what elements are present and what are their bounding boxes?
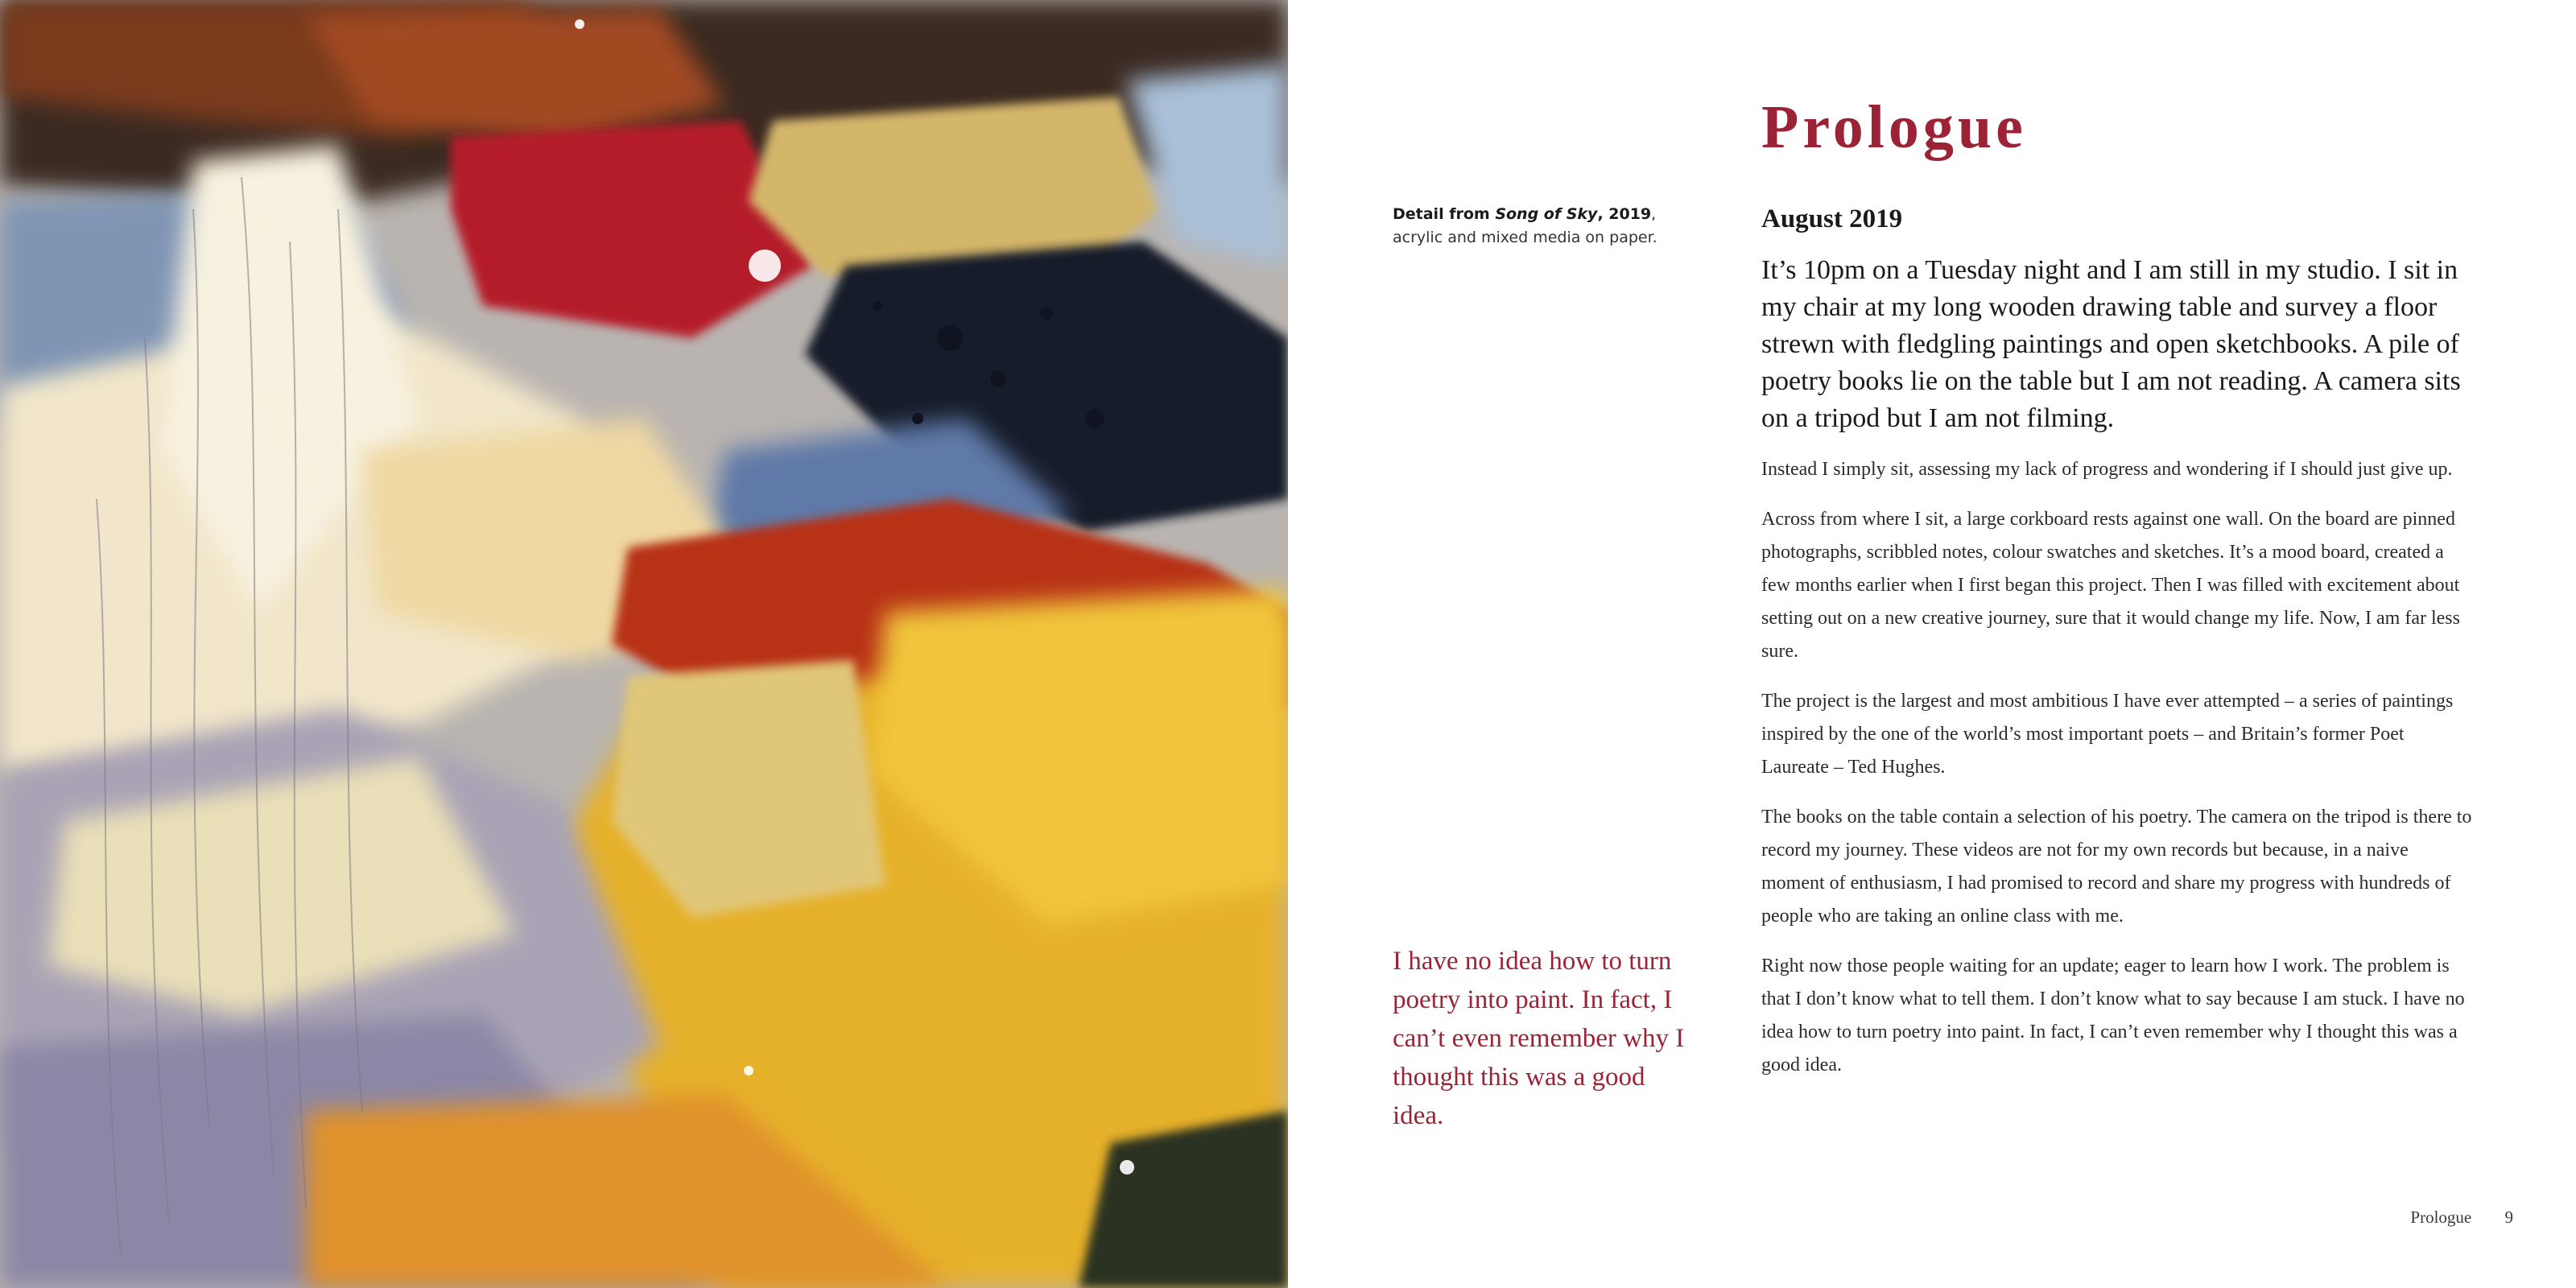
caption-artwork-title: Song of Sky <box>1495 205 1598 223</box>
caption-medium: acrylic and mixed media on paper. <box>1393 229 1657 246</box>
lead-paragraph: It’s 10pm on a Tuesday night and I am still in my studio. I sit in my chair at my long wooden drawing table and survey a floor strewn with fledgling paintings and open sketchbooks. A pile of poetry books lie on the table but I am not reading. A camera sits on a tripod but I am not filming. <box>1761 255 2461 433</box>
chapter-title: Prologue <box>1761 93 2027 161</box>
caption-prefix: Detail from <box>1393 205 1496 223</box>
body-paragraph: The books on the table contain a selection of his poetry. The camera on the tripod is there to record my journey. These videos are not for my own records but because, in a naive moment of enthusiasm, I had promised to record and share my progress with hundreds of people who are taking an online class with me. <box>1761 807 2472 927</box>
body-paragraph: Right now those people waiting for an update; eager to learn how I work. The problem is that I don’t know what to tell them. I don’t know what to say because I am stuck. I have no idea how to turn poetry into paint. In fact, I can’t even remember why I thought this was a good idea. <box>1761 956 2465 1075</box>
body-paragraph: Instead I simply sit, assessing my lack of progress and wondering if I should just give up. <box>1761 459 2453 480</box>
image-caption <box>1393 203 1666 250</box>
chapter-body <box>1761 252 2473 1099</box>
page-footer <box>2410 1208 2513 1228</box>
body-paragraph: Across from where I sit, a large corkboard rests against one wall. On the board are pinned photographs, scribbled notes, colour swatches and sketches. It’s a mood board, created a few months earlier when I first began this project. Then I was filled with excitement about setting out on a new creative journey, sure that it would change my life. Now, I am far less sure. <box>1761 509 2460 662</box>
caption-suffix: , <box>1651 205 1657 223</box>
pull-quote: I have no idea how to turn poetry into paint. In fact, I can’t even remember why I thought this was a good idea. <box>1393 947 1685 1130</box>
page-number: 9 <box>2504 1208 2513 1227</box>
body-paragraph: The project is the largest and most ambitious I have ever attempted – a series of paintings inspired by the one of the world’s most important poets – and Britain’s former Poet Laureate – Ted Hughes. <box>1761 691 2454 778</box>
text-page <box>1288 0 2576 1288</box>
chapter-date: August 2019 <box>1761 204 1903 233</box>
caption-year: , 2019 <box>1597 205 1652 223</box>
running-head: Prologue <box>2410 1208 2472 1227</box>
